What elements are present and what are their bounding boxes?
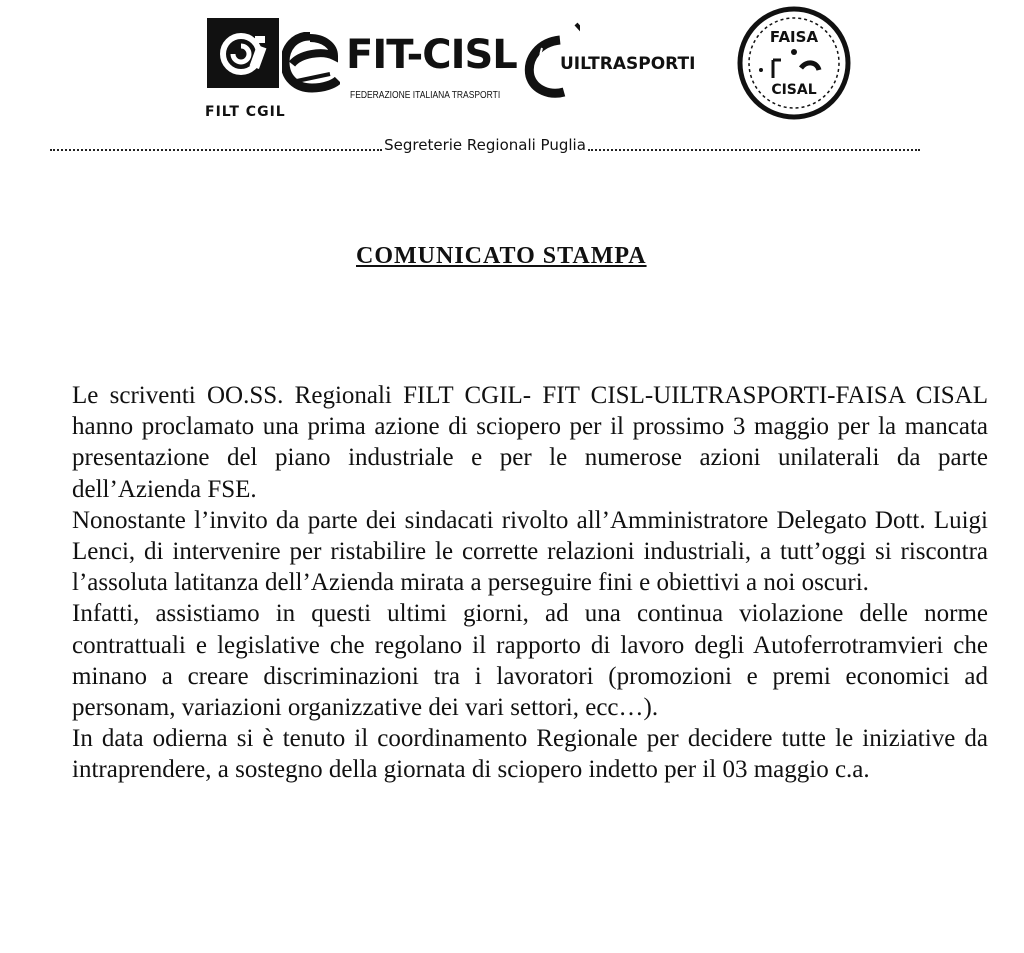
filt-cgil-mark (207, 18, 279, 88)
filt-cgil-label: FILT CGIL (205, 104, 286, 120)
paragraph: Infatti, assistiamo in questi ultimi giorni, ad una continua violazione delle norme contrattuali e legislative che regolano il rapporto di lavoro degli Autoferrotramvieri che minano a creare discriminazioni tra i lavoratori (promozioni e premi economici ad personam, variazioni organizzative dei vari settori, ecc…). (72, 600, 988, 722)
faisa-seal-top-text: FAISA (769, 28, 819, 46)
paragraph: Le scriventi OO.SS. Regionali FILT CGIL- FIT CISL-UILTRASPORTI-FAISA CISAL hanno proclamato una prima azione di sciopero per il prossimo 3 maggio per la mancata presentazione del piano industriale e per le numerose azioni unilaterali da parte dell’Azienda FSE. (72, 382, 988, 503)
union-logos-header (0, 0, 1024, 135)
page-title: COMUNICATO STAMPA (356, 243, 647, 269)
press-release-body (72, 380, 988, 786)
dotted-leader-left (50, 139, 382, 151)
fit-cisl-subtitle: FEDERAZIONE ITALIANA TRASPORTI (350, 90, 501, 101)
fit-cisl-logo-text: FIT-CISL (346, 32, 517, 78)
paragraph: Nonostante l’invito da parte dei sindacati rivolto all’Amministratore Delegato Dott. Luigi Lenci, di intervenire per ristabilire le corrette relazioni industriali, a tutt’oggi si riscontra l’assoluta latitanza dell’Azienda mirata a perseguire fini e obiettivi a noi oscuri. (72, 506, 988, 597)
paragraph: In data odierna si è tenuto il coordinamento Regionale per decidere tutte le iniziative da intraprendere, a sostegno della giornata di sciopero indetto per il 03 maggio c.a. (72, 725, 988, 784)
fit-cisl-mark-icon (282, 32, 340, 99)
filt-cgil-logo (205, 18, 290, 128)
segreterie-label: Segreterie Regionali Puglia (384, 136, 586, 154)
faisa-seal-bottom-text: CISAL (771, 82, 817, 98)
segreterie-header-line (50, 136, 920, 154)
uiltrasporti-logo-text: UILTRASPORTI (560, 54, 696, 74)
faisa-cisal-seal (735, 4, 853, 127)
dotted-leader-right (588, 139, 920, 151)
